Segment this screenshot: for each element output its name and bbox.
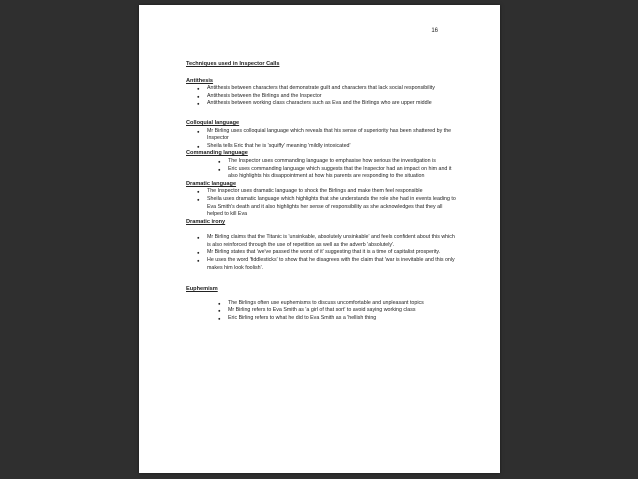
document-page [139, 5, 500, 473]
section-heading-dramatic-language: Dramatic language [186, 180, 237, 187]
list-item: ● Mr Birling states that 'we've passed the worst of it' suggesting that it is a time of capitalist prosperity. [186, 249, 456, 257]
list-item: ● The Birlings often use euphemisms to discuss uncomfortable and unpleasant topics [186, 300, 456, 308]
list-item: ● Mr Birling claims that the Titanic is 'unsinkable, absolutely unsinkable' and feels confident about this which is also reinforced through the use of repetition as well as the adverb 'absolutely'. [186, 234, 456, 249]
section-heading-colloquial-language: Colloquial language [186, 119, 240, 126]
section-heading-euphemism: Euphemism [186, 286, 218, 293]
page-content [186, 61, 456, 323]
document-title: Techniques used in Inspector Calls [186, 61, 280, 67]
list-item: ● The Inspector uses dramatic language to shock the Birlings and make them feel responsible [186, 188, 456, 196]
section-heading-antithesis: Antithesis [186, 77, 214, 84]
list-item: ● Sheila uses dramatic language which highlights that she understands the role she had in events leading to Eva Smith's death and it also highlights her sense of responsibility as she acknowledges that they all helped to kill Eva [186, 196, 456, 219]
list-item: ● Antithesis between working class characters such as Eva and the Birlings who are upper middle [186, 100, 456, 108]
list-item: ● Antithesis between the Birlings and the Inspector [186, 93, 456, 101]
colloquial-language-list [186, 128, 456, 151]
page-number: 16 [431, 28, 438, 34]
section-heading-commanding-language: Commanding language [186, 150, 248, 157]
section-heading-dramatic-irony: Dramatic irony [186, 218, 226, 225]
antithesis-list [186, 85, 456, 108]
list-item: ● He uses the word 'fiddlesticks' to show that he disagrees with the claim that 'war is inevitable and this only makes him look foolish'. [186, 257, 456, 272]
list-item: ● Sheila tells Eric that he is 'squiffy' meaning 'mildly intoxicated' [186, 143, 456, 151]
list-item: ● Mr Birling refers to Eva Smith as 'a girl of that sort' to avoid saying working class [186, 307, 456, 315]
list-item: ● The Inspector uses commanding language to emphasise how serious the investigation is [186, 158, 456, 166]
list-item: ● Eric uses commanding language which suggests that the Inspector had an impact on him and it also highlights his disappointment at how his parents are responding to the situation [186, 166, 456, 181]
euphemism-list [186, 300, 456, 323]
commanding-language-list [186, 158, 456, 181]
list-item: ● Eric Birling refers to what he did to Eva Smith as a 'hellish thing [186, 315, 456, 323]
list-item: ● Antithesis between characters that demonstrate guilt and characters that lack social responsibility [186, 85, 456, 93]
list-item: ● Mr Birling uses colloquial language which reveals that his sense of superiority has been shattered by the Inspector [186, 128, 456, 143]
dramatic-irony-list [186, 234, 456, 272]
dramatic-language-list [186, 188, 456, 218]
